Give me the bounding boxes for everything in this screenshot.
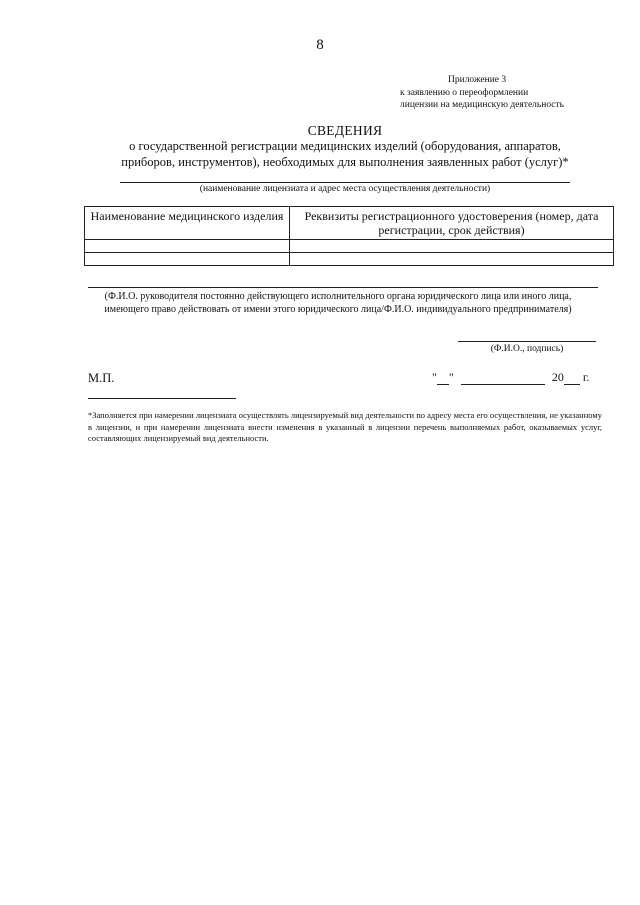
year-suffix: г.	[582, 370, 590, 384]
year-prefix: 20	[551, 370, 564, 384]
day-field[interactable]	[437, 372, 449, 385]
table-row	[85, 253, 614, 266]
table-row	[85, 240, 614, 253]
licensee-line[interactable]	[120, 182, 570, 183]
devices-table	[84, 206, 614, 266]
appendix-note	[400, 74, 564, 112]
document-title: СВЕДЕНИЯ	[307, 123, 383, 138]
head-name-line[interactable]	[88, 287, 598, 288]
signature-caption: (Ф.И.О., подпись)	[490, 344, 564, 354]
subtitle-line-2: приборов, инструментов), необходимых для выполнения заявленных работ (услуг)*	[121, 155, 569, 169]
table-cell[interactable]	[85, 240, 290, 253]
stamp-label: М.П.	[88, 371, 115, 385]
page-number: 8	[316, 37, 324, 53]
date-close-quote: "	[448, 370, 454, 384]
date-field	[432, 370, 589, 385]
table-cell[interactable]	[85, 253, 290, 266]
appendix-line-3: лицензии на медицинскую деятельность	[400, 100, 565, 110]
header-device-name: Наименование медицинского изделия	[85, 207, 290, 240]
year-field[interactable]	[564, 372, 580, 385]
table-cell[interactable]	[290, 240, 614, 253]
header-registration-details: Реквизиты регистрационного удостоверения (номер, дата регистрации, срок действия)	[290, 207, 614, 240]
appendix-line-1: Приложение 3	[448, 75, 507, 85]
table-cell[interactable]	[290, 253, 614, 266]
document-subtitle	[100, 138, 590, 170]
appendix-line-2: к заявлению о переоформлении	[400, 87, 529, 98]
licensee-caption: (наименование лицензиата и адрес места осуществления деятельности)	[199, 184, 491, 194]
date-open-quote: "	[432, 370, 437, 384]
subtitle-line-1: о государственной регистрации медицинских изделий (оборудования, аппаратов,	[129, 139, 561, 153]
footnote-separator	[88, 398, 236, 399]
signature-line[interactable]	[458, 341, 596, 342]
month-field[interactable]	[461, 372, 545, 385]
table-header-row	[85, 207, 614, 240]
head-caption: (Ф.И.О. руководителя постоянно действующего исполнительного органа юридического лица или иного лица, имеющего право действовать от имени этого юридического лица/Ф.И.О. индивидуального предпринимателя)	[104, 291, 572, 315]
footnote: *Заполняется при намерении лицензиата осуществлять лицензируемый вид деятельности по адресу места его осуществления, не указанному в лицензии, и при намерении лицензиата внести изменения в указанный в лицензии перечень выполняемых работ, оказываемых услуг, составляющих лицензируемый вид деятельности.	[88, 410, 602, 443]
